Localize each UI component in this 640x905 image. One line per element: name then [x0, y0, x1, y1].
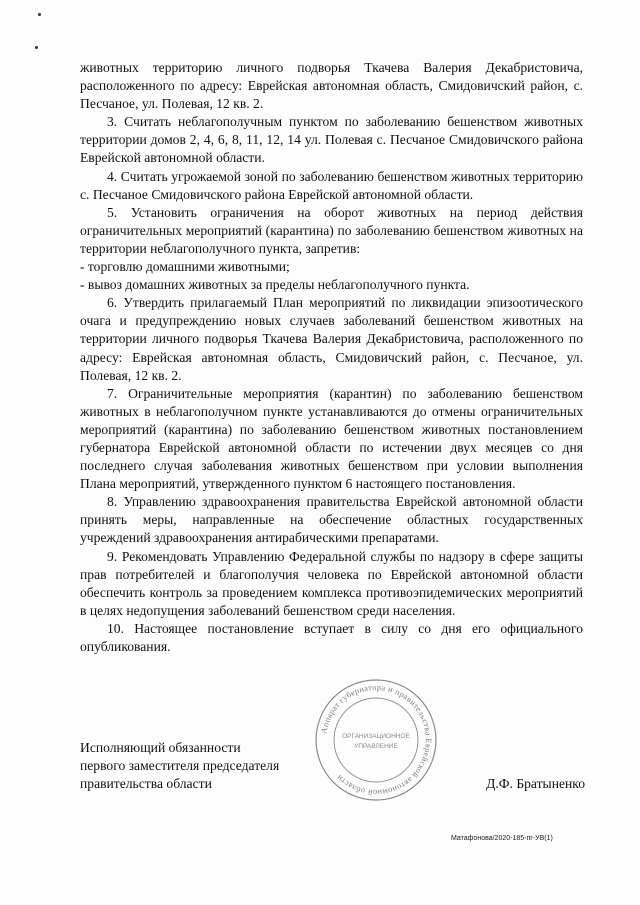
paragraph-item-4: 4. Считать угрожаемой зоной по заболеванию бешенством животных территорию с. Песчаное Смидовичского района Еврейской автономной области.: [80, 168, 583, 202]
paragraph-item-9: 9. Рекомендовать Управлению Федеральной службы по надзору в сфере защиты прав потребителей и благополучия человека по Еврейской автономной области обеспечить контроль за проведением комплекса противоэпидемических мероприятий в целях недопущения заболеваний бешенством среди населения.: [80, 548, 583, 618]
document-body: [80, 59, 583, 656]
signatory-position-line: первого заместителя председателя: [80, 758, 280, 774]
paragraph-item-10: 10. Настоящее постановление вступает в силу со дня его официального опубликования.: [80, 620, 583, 654]
signatory-position-line: Исполняющий обязанности: [80, 740, 241, 755]
paragraph-item-7: 7. Ограничительные мероприятия (карантин) по заболеванию бешенством животных в неблагополучном пункте устанавливаются до отмены ограничительных мероприятий (карантина) по заболеванию бешенством животных постановлением губернатора Еврейской автономной области по истечении двух месяцев со дня последнего случая заболевания животных бешенством при условии выполнения Плана мероприятий, утвержденного пунктом 6 настоящего постановления.: [80, 385, 583, 492]
stamp-ring-text: Аппарат губернатора и правительства Еврейской автономной области: [319, 682, 434, 798]
list-item: - вывоз домашних животных за пределы неблагополучного пункта.: [80, 277, 470, 293]
paragraph-item-3: 3. Считать неблагополучным пунктом по заболеванию бешенством животных территории домов 2, 4, 6, 8, 11, 12, 14 ул. Полевая с. Песчаное Смидовичского района Еврейской автономной области.: [80, 114, 583, 166]
paragraph-item-6: 6. Утвердить прилагаемый План мероприятий по ликвидации эпизоотического очага и предупреждению новых случаев заболеваний бешенством животных на территории личного подворья Ткачева Валерия Декабристовича, расположенного по адресу: Еврейская автономная область, Смидовичский район, с. Песчаное, ул. Полевая, 12 кв. 2.: [80, 295, 583, 383]
list-item: - торговлю домашними животными;: [80, 259, 290, 275]
document-code: Матафонова/2020-185-пг-УВ(1): [451, 835, 553, 842]
signatory-position: [80, 739, 340, 793]
scan-mark: [35, 46, 38, 49]
signatory-position-line: правительства области: [80, 776, 212, 792]
paragraph-item-8: 8. Управлению здравоохранения правительства Еврейской автономной области принять меры, направленные на обеспечение областных государственных учреждений здравоохранения антирабическими препаратами.: [80, 494, 583, 546]
paragraph-continuation: животных территорию личного подворья Ткачева Валерия Декабристовича, расположенного по адресу: Еврейская автономная область, Смидовичский район, с. Песчаное, ул. Полевая, 12 кв. 2.: [80, 60, 583, 112]
paragraph-item-5: 5. Установить ограничения на оборот животных на период действия ограничительных мероприятий (карантина) по заболеванию бешенством животных на территории неблагополучного пункта, запретив:: [80, 204, 583, 256]
scan-mark: [38, 13, 41, 16]
stamp-center-line2: УПРАВЛЕНИЕ: [354, 743, 398, 750]
stamp-center-line1: ОРГАНИЗАЦИОННОЕ: [342, 733, 410, 740]
signatory-name: Д.Ф. Братыненко: [486, 776, 585, 791]
